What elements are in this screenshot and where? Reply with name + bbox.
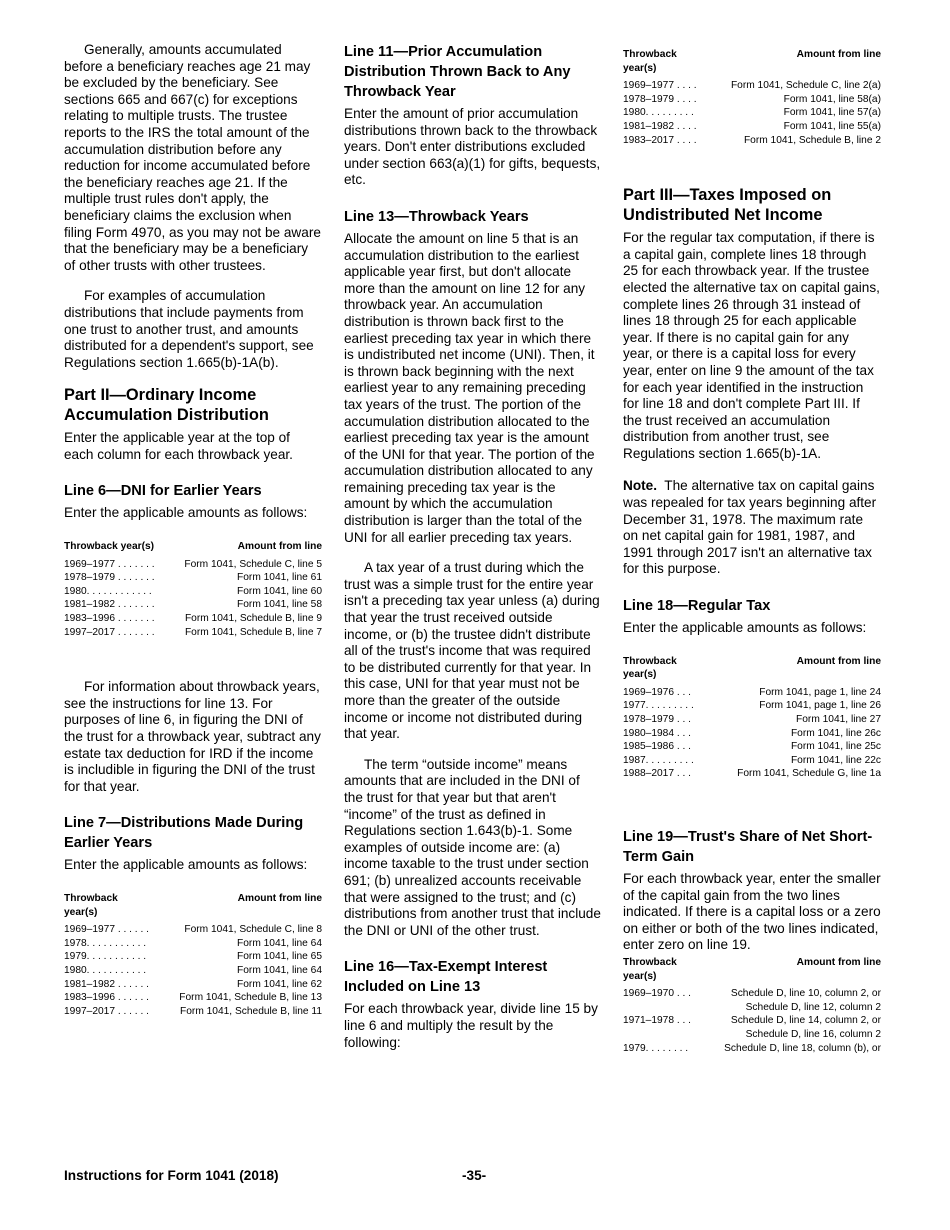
paragraph-line16: For each throwback year, divide line 15 by line 6 and multiply the result by the following: — [344, 1001, 598, 1050]
row-year: 1997–2017 . . . . . . . — [64, 626, 155, 638]
table-row — [623, 134, 881, 148]
table-line18 — [623, 655, 881, 781]
row-year: 1980. . . . . . . . . . . . — [64, 585, 152, 597]
table-row — [64, 923, 322, 937]
row-year: 1980–1984 . . . — [623, 727, 691, 739]
heading-part2: Part II—Ordinary Income Accumulation Distribution — [64, 386, 269, 425]
row-amount: Schedule D, line 12, column 2 — [745, 1001, 881, 1013]
paragraph-line13-allocation: Allocate the amount on line 5 that is an accumulation distribution to the earliest applicable year first, but don't allocate more than the amount on line 12 for any throwback year. An accumulation distribution is thrown back first to the earliest preceding tax year in which there is undistributed net income (UNI). Then, it is thrown back beginning with the next earliest year to any remaining preceding tax years of the trust. The portion of the accumulation distribution allocated to the earliest preceding tax year is the amount of the UNI for that year. The portion of the accumulation distribution allocated to any remaining preceding tax year is the amount by which the accumulation distribution is larger than the total of the UNI for all earlier preceding tax years. — [344, 230, 595, 545]
row-amount: Form 1041, line 61 — [237, 572, 322, 584]
paragraph-throwback-info: For information about throwback years, see the instructions for line 13. For purposes of line 6, in figuring the DNI of the trust for a throwback year, subtract any estate tax deduction for IRD if the income is includible in figuring the DNI of the trust for that year. — [64, 679, 321, 794]
row-year: 1987. . . . . . . . . — [623, 754, 694, 766]
row-amount: Schedule D, line 14, column 2, or — [730, 1015, 881, 1027]
table-row — [64, 991, 322, 1005]
table-row — [623, 93, 881, 107]
table-header-amount: Amount from line — [237, 892, 322, 904]
table-header-year: Throwback year(s) — [64, 541, 155, 553]
note-label: Note. — [623, 478, 657, 494]
heading-line19: Line 19—Trust's Share of Net Short-Term Gain — [623, 828, 873, 865]
row-amount: Form 1041, line 62 — [237, 978, 322, 990]
heading-line11: Line 11—Prior Accumulation Distribution Thrown Back to Any Throwback Year — [344, 44, 571, 100]
row-year: 1978. . . . . . . . . . . — [64, 937, 147, 949]
table-header-amount: Amount from line — [796, 956, 881, 968]
paragraph-line11: Enter the amount of prior accumulation distributions thrown back to the throwback years. Don't enter distributions excluded under section 663(a)(1) for gifts, bequests, etc. — [344, 106, 601, 188]
row-amount: Form 1041, Schedule B, line 9 — [184, 613, 322, 625]
paragraph-line18: Enter the applicable amounts as follows: — [623, 620, 867, 636]
paragraph-line6: Enter the applicable amounts as follows: — [64, 505, 308, 521]
table-line6 — [64, 540, 322, 639]
row-amount: Form 1041, line 55(a) — [783, 120, 881, 132]
row-amount: Form 1041, line 26c — [790, 727, 881, 739]
heading-line7: Line 7—Distributions Made During Earlier Years — [64, 815, 304, 852]
table-row — [623, 120, 881, 134]
heading-part3: Part III—Taxes Imposed on Undistributed Net Income — [623, 186, 832, 225]
row-year: 1978–1979 . . . . . . . — [64, 572, 155, 584]
row-amount: Form 1041, Schedule B, line 7 — [184, 626, 322, 638]
row-year: 1969–1977 . . . . . . — [64, 924, 149, 936]
row-amount: Form 1041, line 64 — [237, 964, 322, 976]
table-row — [64, 1005, 322, 1019]
table-row — [623, 106, 881, 120]
row-year: 1981–1982 . . . . — [623, 120, 697, 132]
row-amount: Form 1041, line 58 — [237, 599, 322, 611]
paragraph-note — [623, 478, 881, 578]
table-row — [623, 1042, 881, 1056]
column-middle — [344, 42, 602, 1065]
table-row — [623, 754, 881, 768]
table-row — [64, 612, 322, 626]
row-amount: Form 1041, page 1, line 26 — [759, 700, 881, 712]
table-header-year: Throwback year(s) — [623, 655, 677, 681]
table-row — [623, 713, 881, 727]
column-left — [64, 42, 322, 1018]
row-amount: Form 1041, line 58(a) — [783, 93, 881, 105]
row-amount: Form 1041, Schedule B, line 13 — [179, 992, 322, 1004]
row-year: 1988–2017 . . . — [623, 768, 691, 780]
table-row — [623, 686, 881, 700]
row-year: 1997–2017 . . . . . . — [64, 1005, 149, 1017]
table-row — [64, 558, 322, 572]
row-amount: Form 1041, line 57(a) — [783, 107, 881, 119]
row-amount: Schedule D, line 16, column 2 — [745, 1028, 881, 1040]
row-year: 1969–1977 . . . . . . . — [64, 558, 155, 570]
row-amount: Form 1041, Schedule G, line 1a — [737, 768, 881, 780]
paragraph-part3: For the regular tax computation, if there is a capital gain, complete lines 18 through 25 for each throwback year. If the trustee elected the alternative tax on capital gains, complete lines 26 through 31 instead of lines 18 through 25 for each applicable year. If there is no capital gain for any year, or there is a capital loss for every year, enter on line 9 the amount of the tax for each year identified in the instruction for line 18 and don't complete Part III. If the trust received an accumulation distribution from another trust, see Regulations section 1.665(b)-1A. — [623, 230, 880, 461]
paragraph-line7: Enter the applicable amounts as follows: — [64, 857, 308, 873]
row-amount: Form 1041, page 1, line 24 — [759, 686, 881, 698]
table-row — [64, 950, 322, 964]
table-row — [64, 626, 322, 640]
row-amount: Form 1041, line 25c — [790, 741, 881, 753]
paragraph-line19: For each throwback year, enter the smaller of the capital gain from the two lines indicated. If there is a capital loss or a zero on either or both of the two lines indicated, enter zero on line 19. — [623, 870, 881, 953]
row-amount: Form 1041, Schedule C, line 8 — [184, 924, 322, 936]
table-header-amount: Amount from line — [796, 49, 881, 60]
table-row — [623, 767, 881, 781]
note-text: The alternative tax on capital gains was repealed for tax years beginning after December 31, 1978. The maximum rate on net capital gain for 1981, 1987, and 1991 through 2017 isn't an alternative tax for this purpose. — [623, 478, 877, 577]
table-header-year: Throwback year(s) — [64, 892, 118, 918]
row-amount: Schedule D, line 10, column 2, or — [730, 988, 881, 1000]
footer-title: Instructions for Form 1041 (2018) — [64, 1168, 279, 1183]
row-year: 1985–1986 . . . — [623, 741, 691, 753]
heading-line16: Line 16—Tax-Exempt Interest Included on Line 13 — [344, 959, 548, 996]
row-amount: Form 1041, line 60 — [237, 585, 322, 597]
row-year: 1979. . . . . . . . — [623, 1042, 689, 1054]
table-row — [64, 598, 322, 612]
paragraph-part2: Enter the applicable year at the top of each column for each throwback year. — [64, 430, 293, 462]
table-row — [623, 740, 881, 754]
table-row — [64, 964, 322, 978]
paragraph-age21-exclusion: Generally, amounts accumulated before a beneficiary reaches age 21 may be excluded by the beneficiary. See sections 665 and 667(c) for exceptions relating to multiple trusts. The trustee reports to the IRS the total amount of the accumulation distribution before any reduction for income accumulated before the beneficiary reaches age 21. If the multiple trust rules don't apply, the beneficiary claims the exclusion when filing Form 4970, as you may not be aware that the beneficiary may be a beneficiary of other trusts with other trustees. — [64, 42, 321, 273]
table-row — [623, 79, 881, 93]
table-header-year: Throwback year(s) — [623, 49, 677, 74]
row-amount: Schedule D, line 18, column (b), or — [724, 1042, 881, 1054]
row-year: 1978–1979 . . . — [623, 714, 691, 725]
row-year: 1980. . . . . . . . . . . — [64, 964, 147, 976]
row-amount: Form 1041, line 64 — [237, 937, 322, 949]
heading-line6: Line 6—DNI for Earlier Years — [64, 483, 262, 500]
heading-line18: Line 18—Regular Tax — [623, 598, 771, 615]
table-row — [64, 978, 322, 992]
row-year: 1971–1978 . . . — [623, 1015, 691, 1027]
row-year — [623, 1001, 703, 1015]
row-amount: Form 1041, Schedule B, line 11 — [180, 1005, 322, 1017]
table-row — [64, 937, 322, 951]
row-year: 1983–1996 . . . . . . . — [64, 613, 155, 625]
table-header-amount: Amount from line — [237, 541, 322, 553]
row-year: 1978–1979 . . . . — [623, 93, 697, 105]
table-row — [64, 585, 322, 599]
row-year: 1979. . . . . . . . . . . — [64, 951, 147, 963]
table-header-amount: Amount from line — [796, 655, 881, 667]
row-amount: Form 1041, Schedule C, line 5 — [184, 558, 322, 570]
table-row — [623, 727, 881, 741]
row-year: 1980. . . . . . . . . — [623, 107, 694, 119]
row-year: 1983–1996 . . . . . . — [64, 992, 149, 1004]
table-row — [623, 699, 881, 713]
column-right — [623, 48, 881, 1055]
row-amount: Form 1041, Schedule C, line 2(a) — [730, 80, 881, 92]
row-amount: Form 1041, line 22c — [790, 754, 881, 766]
row-amount: Form 1041, line 27 — [796, 714, 881, 725]
table-line19 — [623, 956, 881, 1055]
row-amount: Form 1041, line 65 — [237, 951, 322, 963]
table-row — [623, 1014, 881, 1028]
page-number: -35- — [462, 1168, 487, 1183]
table-row — [623, 1028, 881, 1042]
row-year — [623, 1028, 703, 1042]
table-row — [64, 571, 322, 585]
row-year: 1977. . . . . . . . . — [623, 700, 694, 712]
row-year: 1969–1977 . . . . — [623, 80, 697, 92]
row-year: 1981–1982 . . . . . . — [64, 978, 149, 990]
paragraph-accumulation-examples: For examples of accumulation distributions that include payments from one trust to another trust, and amounts distributed for a dependent's support, see Regulations section 1.665(b)-1A(b). — [64, 288, 314, 370]
row-year: 1969–1970 . . . — [623, 988, 691, 1000]
table-row — [623, 987, 881, 1001]
heading-line13: Line 13—Throwback Years — [344, 208, 529, 225]
paragraph-line13-simple-trust: A tax year of a trust during which the trust was a simple trust for the entire year isn't a preceding tax year unless (a) during that year the trust received outside income, or (b) the trustee didn't distribute all of the trust's income that was required to be distributed currently for that year. In this case, UNI for that year must not be more than the greater of the outside income or income not distributed during that year. — [344, 560, 600, 742]
row-year: 1981–1982 . . . . . . . — [64, 599, 155, 611]
row-amount: Form 1041, Schedule B, line 2 — [743, 134, 881, 146]
table-line16 — [623, 48, 881, 147]
table-row — [623, 1001, 881, 1015]
paragraph-line13-outside-income: The term “outside income” means amounts that are included in the DNI of the trust for that year but that aren't “income” of the trust as defined in Regulations section 1.643(b)-1. Some examples of outside income are: (a) income taxable to the trust under section 691; (b) unrealized accounts receivable that were assigned to the trust; and (c) distributions from another trust that include the DNI or UNI of the other trust. — [344, 756, 601, 938]
table-header-year: Throwback year(s) — [623, 956, 677, 982]
table-line7 — [64, 892, 322, 1018]
row-year: 1969–1976 . . . — [623, 686, 691, 698]
row-year: 1983–2017 . . . . — [623, 134, 697, 146]
